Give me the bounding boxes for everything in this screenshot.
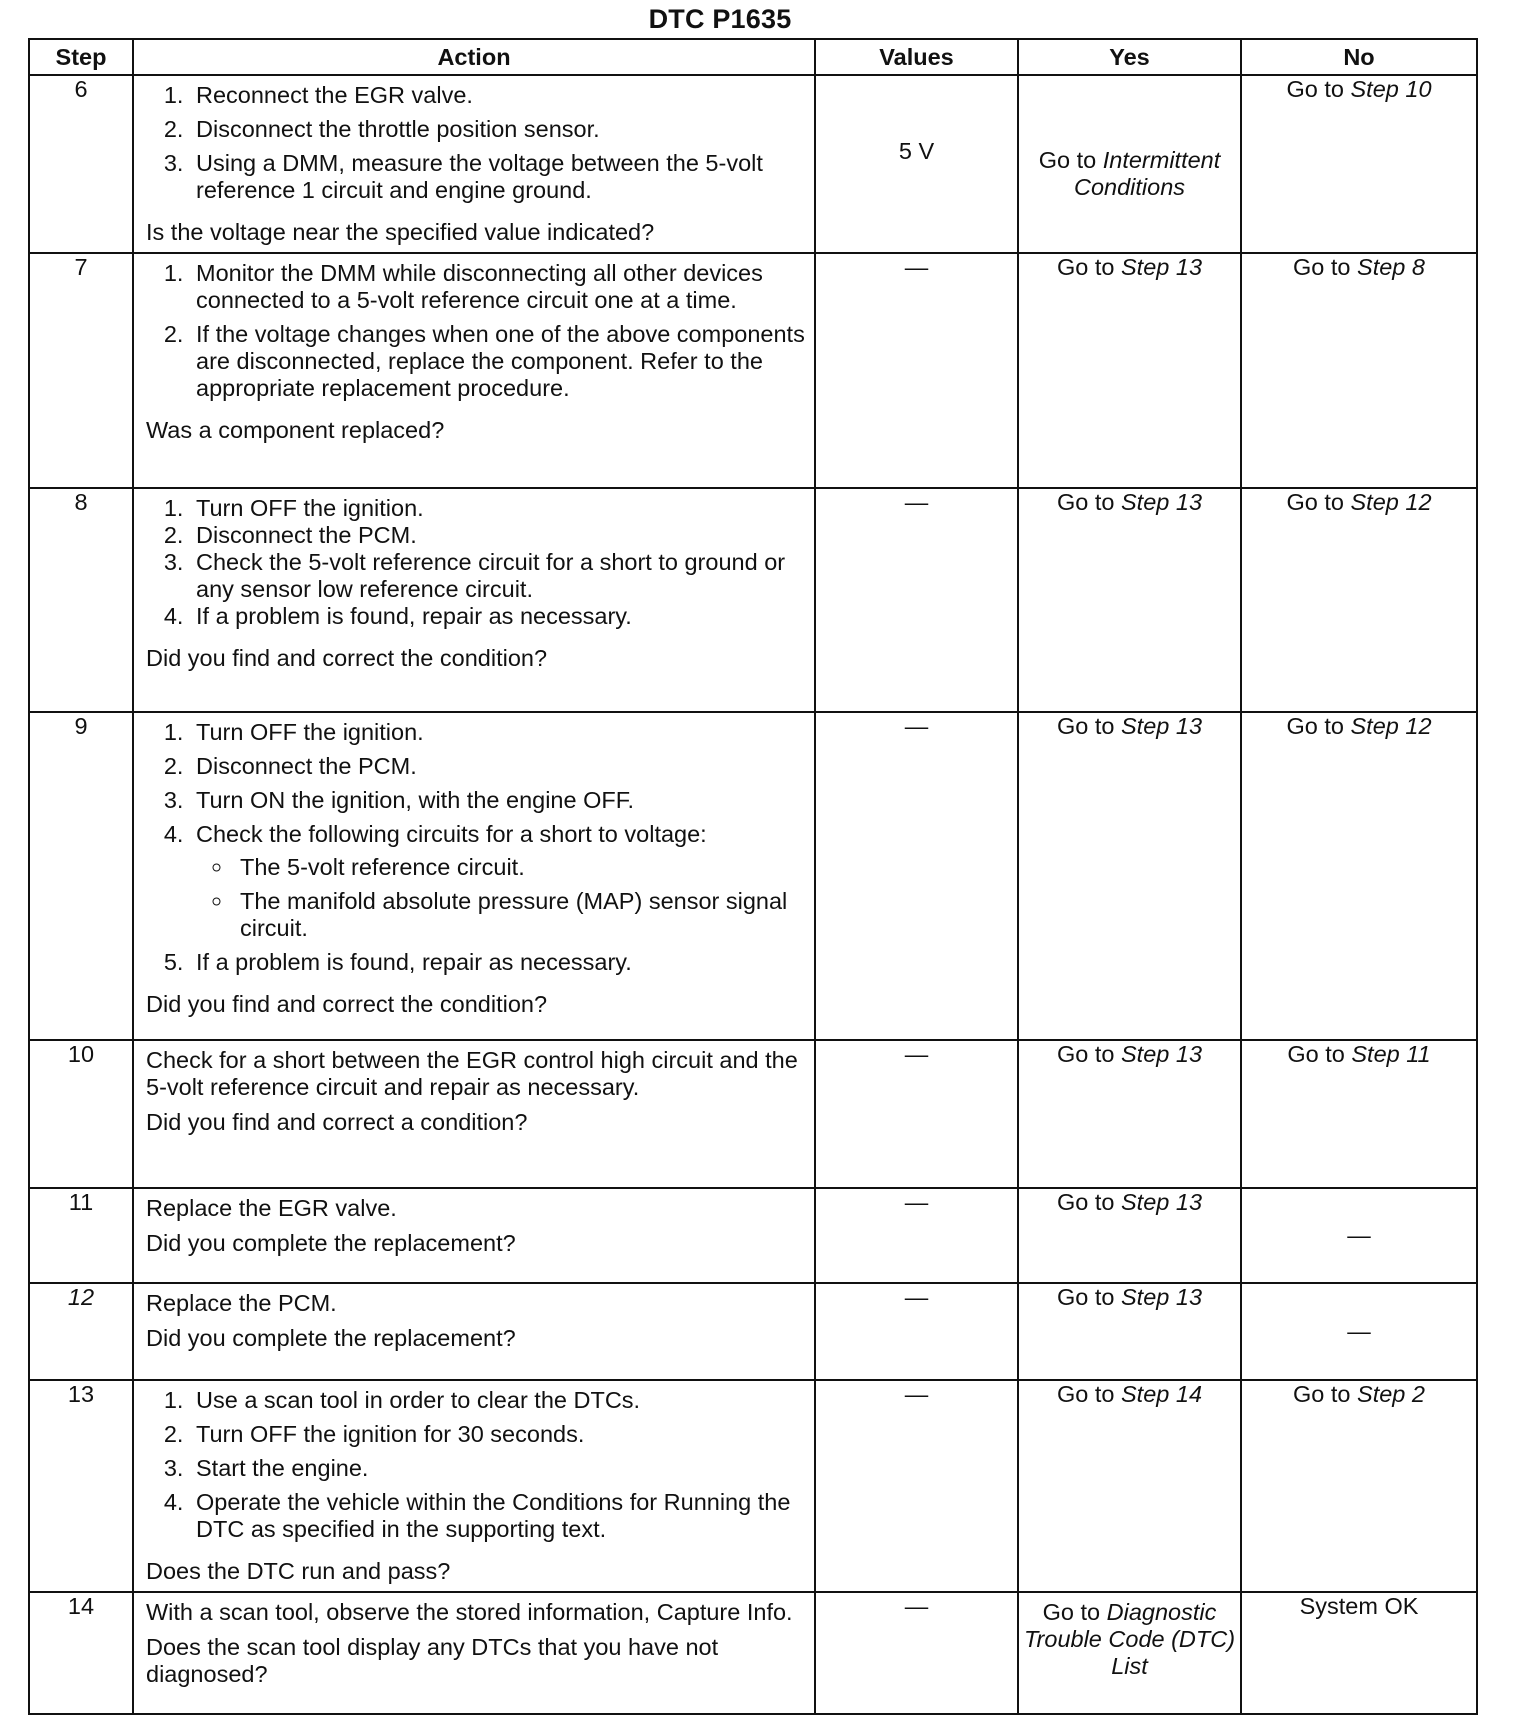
list-item	[190, 821, 806, 942]
no-cell: —	[1241, 1188, 1477, 1283]
yes-link[interactable]: Diagnostic Trouble Code (DTC) List	[1023, 1599, 1236, 1679]
no-link[interactable]: Step 11	[1351, 1041, 1431, 1067]
yes-prefix: Go to	[1056, 1189, 1115, 1215]
list-item: 2. If the voltage changes when one of the above components are disconnected, replace the component. Refer to the appropriate replacement procedure.	[190, 321, 806, 402]
action-text: With a scan tool, observe the stored information, Capture Info.	[146, 1599, 793, 1625]
yes-prefix: Go to	[1056, 489, 1115, 515]
list-item: 4. If a problem is found, repair as necessary.	[190, 603, 806, 630]
step-number: 10	[29, 1040, 133, 1188]
yes-prefix: Go to	[1056, 713, 1115, 739]
action-question: Did you find and correct a condition?	[146, 1109, 528, 1135]
list-item: 3. Start the engine.	[190, 1455, 806, 1482]
yes-cell	[1018, 75, 1241, 253]
no-prefix: Go to	[1293, 1381, 1351, 1407]
yes-prefix: Go to	[1056, 1284, 1115, 1310]
header-row	[29, 39, 1477, 75]
table-row	[29, 1592, 1477, 1714]
yes-link[interactable]: Step 13	[1121, 713, 1203, 739]
no-link[interactable]: Step 10	[1350, 76, 1432, 102]
values-cell: —	[815, 712, 1018, 1040]
bullet-list	[196, 854, 806, 942]
table-row	[29, 1040, 1477, 1188]
step-number: 7	[29, 253, 133, 488]
no-cell	[1241, 253, 1477, 488]
action-cell	[133, 253, 815, 488]
action-list	[146, 260, 806, 409]
values-cell: —	[815, 488, 1018, 712]
list-item: 1. Monitor the DMM while disconnecting all other devices connected to a 5-volt reference circuit one at a time.	[190, 260, 806, 314]
diagnostic-table	[28, 38, 1478, 1715]
yes-link[interactable]: Step 13	[1121, 489, 1203, 515]
no-prefix: Go to	[1286, 713, 1344, 739]
yes-link[interactable]: Step 13	[1121, 1189, 1203, 1215]
values-cell: —	[815, 1592, 1018, 1714]
action-cell	[133, 75, 815, 253]
action-list	[146, 495, 806, 637]
list-item: 2. Turn OFF the ignition for 30 seconds.	[190, 1421, 806, 1448]
yes-prefix: Go to	[1042, 1599, 1101, 1625]
yes-prefix: Go to	[1038, 147, 1097, 173]
list-item: 1. Turn OFF the ignition.	[190, 495, 806, 522]
list-item: 2. Disconnect the PCM.	[190, 753, 806, 780]
action-text: Replace the EGR valve.	[146, 1195, 397, 1221]
no-cell: System OK	[1241, 1592, 1477, 1714]
action-question: Was a component replaced?	[146, 417, 445, 443]
no-cell	[1241, 488, 1477, 712]
no-cell	[1241, 75, 1477, 253]
values-cell: —	[815, 1283, 1018, 1380]
no-cell	[1241, 1040, 1477, 1188]
yes-cell	[1018, 1188, 1241, 1283]
table-row	[29, 1283, 1477, 1380]
yes-cell	[1018, 1380, 1241, 1592]
action-cell	[133, 1188, 815, 1283]
list-item: 2. Disconnect the PCM.	[190, 522, 806, 549]
table-row	[29, 712, 1477, 1040]
no-link[interactable]: Step 2	[1357, 1381, 1425, 1407]
list-item: 1. Reconnect the EGR valve.	[190, 82, 806, 109]
step-number: 14	[29, 1592, 133, 1714]
step-number: 8	[29, 488, 133, 712]
step-number: 13	[29, 1380, 133, 1592]
action-question: Did you find and correct the condition?	[146, 645, 548, 671]
header-no: No	[1241, 39, 1477, 75]
yes-cell	[1018, 488, 1241, 712]
table-row	[29, 75, 1477, 253]
action-cell	[133, 1040, 815, 1188]
no-prefix: Go to	[1287, 1041, 1345, 1067]
table-row	[29, 488, 1477, 712]
header-step: Step	[29, 39, 133, 75]
values-cell: 5 V	[815, 75, 1018, 253]
values-cell: —	[815, 1040, 1018, 1188]
action-list	[146, 719, 806, 983]
table-row	[29, 253, 1477, 488]
values-cell: —	[815, 1188, 1018, 1283]
list-item: 4. Operate the vehicle within the Conditions for Running the DTC as specified in the supporting text.	[190, 1489, 806, 1543]
header-values: Values	[815, 39, 1018, 75]
yes-link[interactable]: Step 14	[1121, 1381, 1203, 1407]
action-cell	[133, 1380, 815, 1592]
no-link[interactable]: Step 12	[1350, 489, 1432, 515]
list-item: 1. Use a scan tool in order to clear the DTCs.	[190, 1387, 806, 1414]
step-number: 6	[29, 75, 133, 253]
action-list	[146, 82, 806, 211]
yes-prefix: Go to	[1056, 1381, 1115, 1407]
list-item: 3. Check the 5-volt reference circuit for a short to ground or any sensor low reference circuit.	[190, 549, 806, 603]
no-cell	[1241, 1380, 1477, 1592]
values-cell: —	[815, 253, 1018, 488]
bullet-item: ◦ The 5-volt reference circuit.	[234, 854, 806, 881]
action-text: Check for a short between the EGR control high circuit and the 5-volt reference circuit and repair as necessary.	[146, 1047, 798, 1100]
values-cell: —	[815, 1380, 1018, 1592]
yes-prefix: Go to	[1056, 1041, 1115, 1067]
header-action: Action	[133, 39, 815, 75]
yes-cell	[1018, 1040, 1241, 1188]
list-item: 5. If a problem is found, repair as necessary.	[190, 949, 806, 976]
yes-link[interactable]: Intermittent Conditions	[1073, 147, 1221, 200]
page-title: DTC P1635	[648, 4, 792, 34]
action-question: Does the DTC run and pass?	[146, 1558, 451, 1584]
action-text: Replace the PCM.	[146, 1290, 337, 1316]
action-question: Did you complete the replacement?	[146, 1230, 516, 1256]
yes-cell	[1018, 1592, 1241, 1714]
table-row	[29, 1380, 1477, 1592]
no-cell	[1241, 712, 1477, 1040]
action-question: Did you complete the replacement?	[146, 1325, 516, 1351]
yes-link[interactable]: Step 13	[1121, 1041, 1203, 1067]
yes-prefix: Go to	[1056, 254, 1115, 280]
bullet-item: ◦ The manifold absolute pressure (MAP) sensor signal circuit.	[234, 888, 806, 942]
list-item: 1. Turn OFF the ignition.	[190, 719, 806, 746]
yes-link[interactable]: Step 13	[1121, 254, 1203, 280]
no-cell: —	[1241, 1283, 1477, 1380]
action-question: Did you find and correct the condition?	[146, 991, 548, 1017]
list-item: 3. Turn ON the ignition, with the engine OFF.	[190, 787, 806, 814]
action-cell	[133, 1283, 815, 1380]
no-link[interactable]: Step 12	[1350, 713, 1432, 739]
step-number: 11	[29, 1188, 133, 1283]
yes-link[interactable]: Step 13	[1121, 1284, 1203, 1310]
yes-cell	[1018, 253, 1241, 488]
yes-cell	[1018, 1283, 1241, 1380]
list-item: 3. Using a DMM, measure the voltage between the 5-volt reference 1 circuit and engine ground.	[190, 150, 806, 204]
action-cell	[133, 488, 815, 712]
action-question: Does the scan tool display any DTCs that you have not diagnosed?	[146, 1634, 719, 1687]
action-cell	[133, 712, 815, 1040]
action-question: Is the voltage near the specified value indicated?	[146, 219, 655, 245]
list-item: 2. Disconnect the throttle position sensor.	[190, 116, 806, 143]
table-row	[29, 1188, 1477, 1283]
step-number: 9	[29, 712, 133, 1040]
no-prefix: Go to	[1286, 489, 1344, 515]
yes-cell	[1018, 712, 1241, 1040]
action-list	[146, 1387, 806, 1550]
action-cell	[133, 1592, 815, 1714]
list-item-text: Check the following circuits for a short to voltage:	[196, 821, 707, 847]
no-prefix: Go to	[1293, 254, 1351, 280]
header-yes: Yes	[1018, 39, 1241, 75]
no-prefix: Go to	[1286, 76, 1344, 102]
no-link[interactable]: Step 8	[1357, 254, 1425, 280]
step-number: 12	[29, 1283, 133, 1380]
